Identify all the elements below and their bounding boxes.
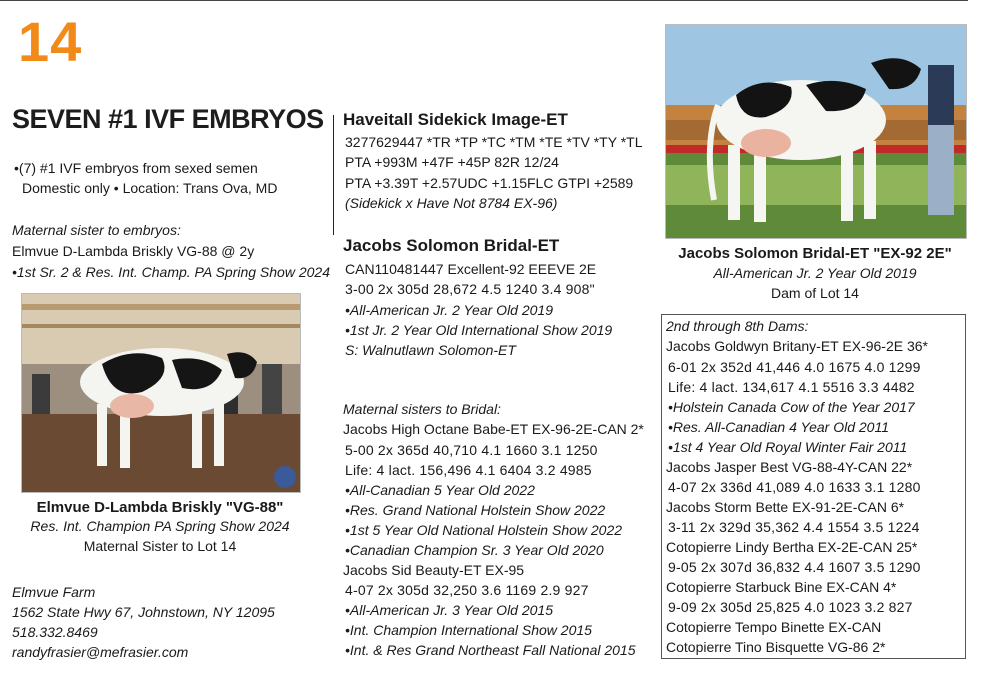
maternal-sister-heading: Maternal sister to embryos:	[12, 222, 181, 238]
sire-id-traits: 3277629447 *TR *TP *TC *TM *TE *TV *TY *TL	[345, 134, 643, 150]
barn-show-photo	[22, 294, 300, 492]
dam-4-line	[666, 498, 904, 517]
dam-5-name: Cotopierre Lindy Bertha	[666, 539, 814, 555]
sire-name: Haveitall Sidekick Image-ET	[343, 110, 568, 129]
bridal-sister-1-record: 5-00 2x 365d 40,710 4.1 1660 3.1 1250	[345, 442, 598, 458]
dam-award-2: •1st Jr. 2 Year Old International Show 2019	[345, 322, 613, 338]
dam-2-award-1: •Holstein Canada Cow of the Year 2017	[668, 399, 915, 415]
lot-number: 14	[18, 10, 83, 73]
left-photo-caption-name: Elmvue D-Lambda Briskly "VG-88"	[36, 499, 284, 516]
dam-6-record: 9-09 2x 305d 25,825 4.0 1023 3.2 827	[668, 599, 913, 615]
bridal-sister-1-line	[343, 420, 644, 439]
dam-sire: S: Walnutlawn Solomon-ET	[345, 342, 516, 358]
dam-2-record: 6-01 2x 352d 41,446 4.0 1675 4.0 1299	[668, 359, 921, 375]
dam-6-name: Cotopierre Starbuck Bine	[666, 579, 823, 595]
left-photo-caption-award: Res. Int. Champion PA Spring Show 2024	[30, 518, 290, 534]
bridal-sister-1-class: EX-96-2E-CAN 2*	[531, 421, 644, 437]
outdoor-show-photo	[666, 25, 966, 238]
dam-5-line	[666, 538, 917, 557]
right-photo-caption-name: Jacobs Solomon Bridal-ET "EX-92 2E"	[678, 245, 952, 262]
bridal-sister-2-award-2: •Int. Champion International Show 2015	[345, 622, 592, 638]
dam-award-1: •All-American Jr. 2 Year Old 2019	[345, 302, 553, 318]
dam-name: Jacobs Solomon Bridal-ET	[343, 236, 560, 255]
sire-pta-type: PTA +3.39T +2.57UDC +1.15FLC GTPI +2589	[345, 175, 634, 191]
dams-heading: 2nd through 8th Dams:	[666, 318, 809, 334]
bridal-sister-2-record: 4-07 2x 305d 32,250 3.6 1169 2.9 927	[345, 582, 589, 598]
dam-7-name: Cotopierre Tempo Binette	[666, 619, 825, 635]
bridal-sister-2-name: Jacobs Sid Beauty-ET	[343, 562, 482, 578]
dam-record: 3-00 2x 305d 28,672 4.5 1240 3.4 908"	[345, 281, 595, 297]
sire-pta-production: PTA +993M +47F +45P 82R 12/24	[345, 154, 559, 170]
dam-5-record: 9-05 2x 307d 36,832 4.4 1607 3.5 1290	[668, 559, 921, 575]
dam-4-class: EX-91-2E-CAN 6*	[792, 499, 905, 515]
left-photo-caption-relation: Maternal Sister to Lot 14	[83, 538, 237, 554]
dam-8-name: Cotopierre Tino Bisquette	[666, 639, 824, 655]
dam-2-lifetime: Life: 4 lact. 134,617 4.1 5516 3.3 4482	[668, 379, 915, 395]
consignor-phone: 518.332.8469	[12, 624, 98, 640]
bridal-sister-2-award-1: •All-American Jr. 3 Year Old 2015	[345, 602, 553, 618]
sire-pedigree: (Sidekick x Have Not 8784 EX-96)	[345, 195, 558, 211]
bridal-sister-2-line	[343, 561, 524, 580]
right-photo-caption-award: All-American Jr. 2 Year Old 2019	[713, 265, 917, 281]
bridal-sister-1-award-3: •1st 5 Year Old National Holstein Show 2022	[345, 522, 623, 538]
consignor-address: 1562 State Hwy 67, Johnstown, NY 12095	[12, 604, 275, 620]
dam-4-record: 3-11 2x 329d 35,362 4.4 1554 3.5 1224	[668, 519, 920, 535]
dam-2-class: EX-96-2E 36*	[842, 338, 928, 354]
dam-5-class: EX-2E-CAN 25*	[817, 539, 918, 555]
dam-6-line	[666, 578, 896, 597]
dam-2-line	[666, 337, 928, 356]
dam-7-line	[666, 618, 881, 637]
lot-bullet-location: Domestic only • Location: Trans Ova, MD	[22, 180, 278, 196]
bridal-sister-1-lifetime: Life: 4 lact. 156,496 4.1 6404 3.2 4985	[345, 462, 592, 478]
consignor-email[interactable]: randyfrasier@mefrasier.com	[12, 644, 189, 660]
maternal-sister-photo	[21, 293, 301, 493]
dam-3-line	[666, 458, 912, 477]
dam-3-class: VG-88-4Y-CAN 22*	[792, 459, 913, 475]
lot-title: SEVEN #1 IVF EMBRYOS	[12, 104, 324, 134]
consignor-farm: Elmvue Farm	[12, 584, 96, 600]
dam-7-class: EX-CAN	[828, 619, 882, 635]
dam-3-name: Jacobs Jasper Best	[666, 459, 789, 475]
dam-2-award-3: •1st 4 Year Old Royal Winter Fair 2011	[668, 439, 908, 455]
bridal-sister-1-award-2: •Res. Grand National Holstein Show 2022	[345, 502, 606, 518]
bridal-sister-1-name: Jacobs High Octane Babe-ET	[343, 421, 528, 437]
dam-photo	[665, 24, 967, 239]
sire-divider	[333, 115, 334, 235]
dam-6-class: EX-CAN 4*	[826, 579, 897, 595]
bridal-sister-2-award-3: •Int. & Res Grand Northeast Fall National 2015	[345, 642, 636, 658]
maternal-sister-classification: VG-88 @ 2y	[176, 243, 255, 259]
dam-3-record: 4-07 2x 336d 41,089 4.0 1633 3.1 1280	[668, 479, 921, 495]
dam-2-name: Jacobs Goldwyn Britany-ET	[666, 338, 839, 354]
dam-4-name: Jacobs Storm Bette	[666, 499, 789, 515]
bridal-sister-1-award-1: •All-Canadian 5 Year Old 2022	[345, 482, 535, 498]
bridal-sisters-heading: Maternal sisters to Bridal:	[343, 401, 501, 417]
maternal-sister-name: Elmvue D-Lambda Briskly	[12, 243, 174, 259]
lot-bullet-embryos: •(7) #1 IVF embryos from sexed semen	[14, 160, 258, 176]
dam-id-classification: CAN110481447 Excellent-92 EEEVE 2E	[345, 261, 597, 277]
maternal-sister-line	[12, 242, 254, 261]
dam-8-line	[666, 638, 885, 657]
right-photo-caption-relation: Dam of Lot 14	[771, 285, 859, 301]
top-rule	[0, 0, 968, 1]
dam-8-class: VG-86 2*	[827, 639, 886, 655]
bridal-sister-2-class: EX-95	[485, 562, 525, 578]
maternal-sister-award: •1st Sr. 2 & Res. Int. Champ. PA Spring Show 2024	[12, 264, 330, 280]
dam-2-award-2: •Res. All-Canadian 4 Year Old 2011	[668, 419, 889, 435]
bridal-sister-1-award-4: •Canadian Champion Sr. 3 Year Old 2020	[345, 542, 604, 558]
